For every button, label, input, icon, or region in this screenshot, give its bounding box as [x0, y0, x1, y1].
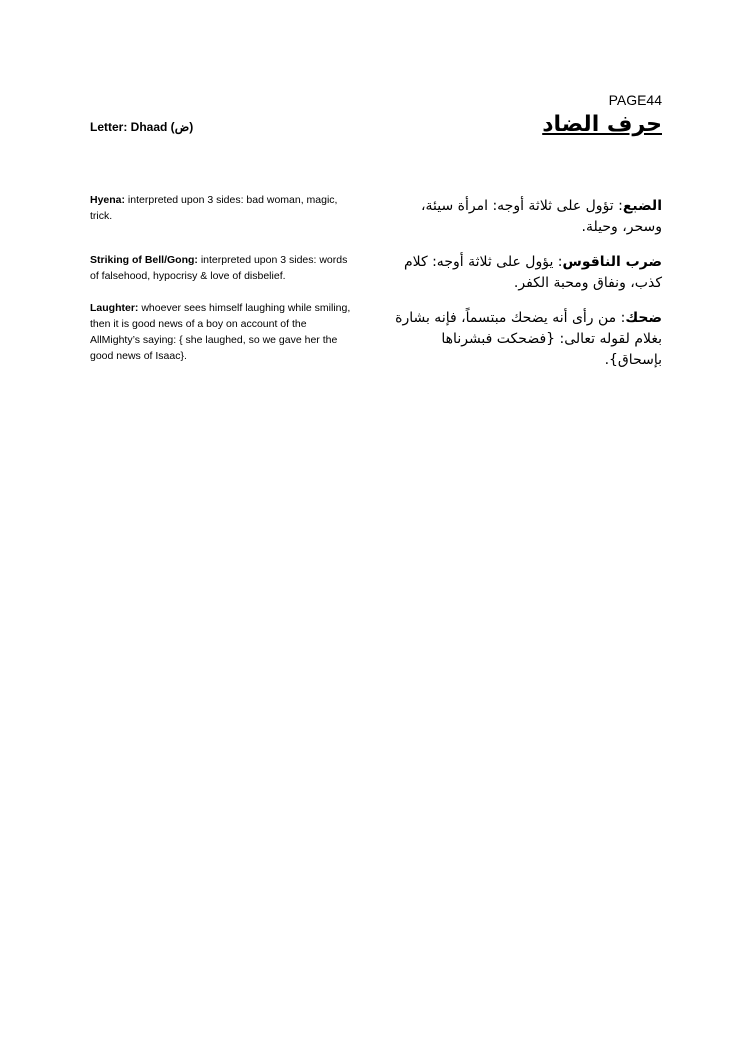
entry-term: الضبع — [622, 198, 662, 214]
entry-text: : تؤول على ثلاثة أوجه: امرأة سيئة، وسحر، وحيلة. — [421, 198, 662, 235]
letter-heading-ar: حرف الضاد — [542, 112, 662, 137]
letter-heading-en-prefix: Letter: Dhaad ( — [90, 120, 175, 134]
entry-text: interpreted upon 3 sides: words of falsehood, hypocrisy & love of disbelief. — [90, 254, 348, 282]
arabic-column — [390, 196, 662, 371]
entry-term: Striking of Bell/Gong: — [90, 254, 198, 266]
entry-en-bell — [90, 252, 352, 300]
page-number: PAGE44 — [608, 92, 662, 108]
entry-term: ضرب الناقوس — [562, 254, 662, 270]
entry-ar-hyena — [390, 196, 662, 252]
entry-term: Laughter: — [90, 302, 139, 314]
entry-en-laughter — [90, 300, 352, 364]
entry-text: interpreted upon 3 sides: bad woman, magic, trick. — [90, 194, 338, 222]
letter-heading-en-suffix: ) — [189, 120, 194, 134]
entry-term: ضحك — [625, 310, 662, 326]
entry-text: whoever sees himself laughing while smiling, then it is good news of a boy on account of the AllMighty’s saying: { she laughed, so we gave her the good news of Isaac}. — [90, 302, 351, 362]
entry-text: : من رأى أنه يضحك مبتسماً، فإنه بشارة بغلام لقوله تعالى: {فضحكت فبشرناها بإسحاق}. — [395, 310, 662, 368]
entry-en-hyena — [90, 192, 352, 252]
english-column — [90, 192, 352, 364]
entry-ar-laughter — [390, 308, 662, 371]
entry-term: Hyena: — [90, 194, 126, 206]
entry-ar-bell — [390, 252, 662, 308]
letter-heading-en — [90, 120, 193, 134]
letter-heading-en-char: ض — [174, 120, 190, 134]
entry-text: : يؤول على ثلاثة أوجه: كلام كذب، ونفاق ومحبة الكفر. — [403, 254, 662, 291]
